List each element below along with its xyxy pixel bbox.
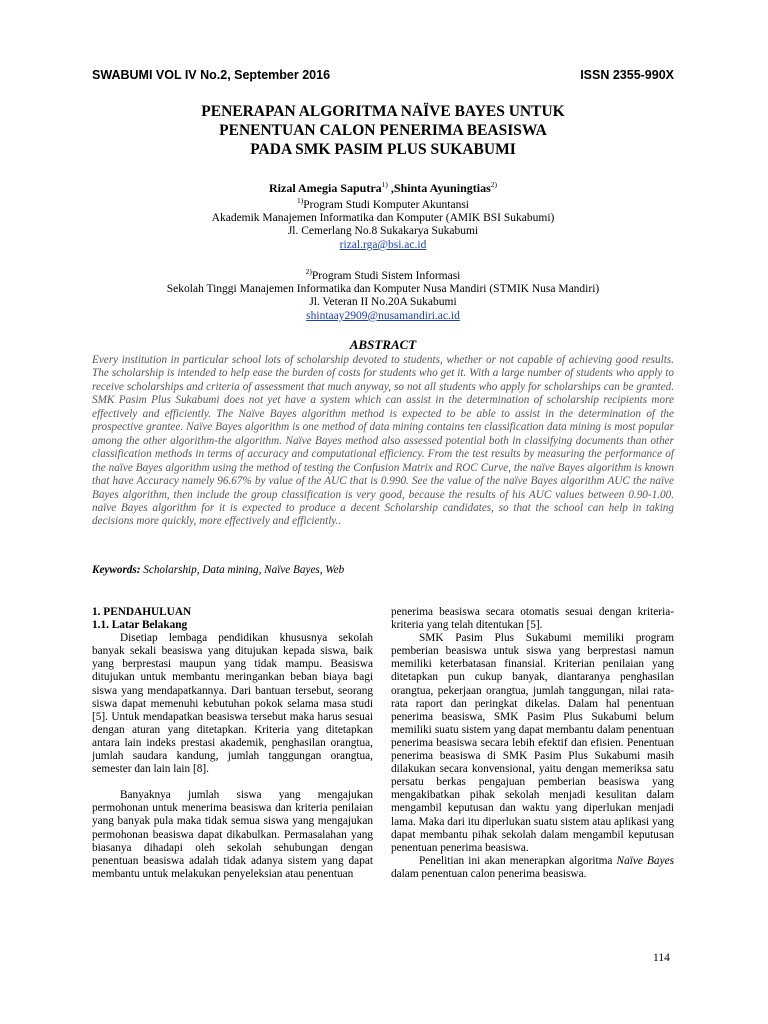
abstract-text: Every institution in particular school lots of scholarship devoted to students, whether or not capable of achieving good results. The scholarship is intended to help ease the burden of costs for students who get it. With a large number of students who apply to receive scholarships and criteria of assessment that much anyway, so not all students who apply for scholarships can be granted. SMK Pasim Plus Sukabumi does not yet have a system which can assist in the determination of scholarship recipients more effectively and efficiently. The Naïve Bayes algorithm method is expected to be able to assist in the determination of the prospective grantee. Naïve Bayes algorithm is one method of data mining contains ten classification data mining is most popular among the other algorithm-the algorithm. Naïve Bayes method also assessed potential both in classifying documents than other classification methods in terms of accuracy and computational efficiency. From the test results by measuring the performance of the naïve Bayes algorithm using the method of testing the Confusion Matrix and ROC Curve, the naïve Bayes algorithm is known that have Accuracy namely 96.67% by value of the AUC that is 0.990. See the value of the naïve Bayes algorithm AUC the naïve Bayes algorithm, then include the group classification is very good, because the results of his AUC values between 0.90-1.00. naïve Bayes algorithm for it is expected to produce a decent Scholarship candidates, so that the school can help in taking decisions more quickly, more effectively and efficiently.. xyxy=(92,354,674,528)
journal-name: SWABUMI VOL IV No.2, September 2016 xyxy=(92,68,331,82)
running-header xyxy=(92,68,674,86)
affiliation-1 xyxy=(92,194,674,252)
keywords xyxy=(92,564,674,576)
page-number: 114 xyxy=(653,952,670,964)
author-name: Shinta Ayuningtias xyxy=(393,181,491,195)
author-name: Rizal Amegia Saputra xyxy=(269,181,382,195)
body-paragraph: Banyaknya jumlah siswa yang mengajukan permohonan untuk menerima beasiswa dan kriteria penilaian yang banyak pula maka tidak semua siswa yang mengajukan permohonan beasiswa dapat dikabulkan. Permasalahan yang biasanya dihadapi oleh sekolah sehubungan dengan penentuan beasiswa adalah tidak adanya sistem yang dapat membantu untuk melakukan penyeleksian atau penentuan xyxy=(92,789,373,880)
keywords-label: Keywords: xyxy=(92,564,141,576)
section-heading: 1. PENDAHULUAN xyxy=(92,606,192,618)
affiliation-program: Program Studi Komputer Akuntansi xyxy=(303,198,470,211)
abstract-heading: ABSTRACT xyxy=(349,337,417,352)
title-line: PENENTUAN CALON PENERIMA BEASISWA xyxy=(219,122,547,139)
author-marker: 1) xyxy=(381,180,388,189)
subsection-heading: 1.1. Latar Belakang xyxy=(92,619,188,632)
affiliation-institution: Sekolah Tinggi Manajemen Informatika dan Komputer Nusa Mandiri (STMIK Nusa Mandiri) xyxy=(166,283,600,296)
body-text: Penelitian ini akan menerapkan algoritma xyxy=(419,854,617,867)
body-column-right xyxy=(391,606,674,881)
body-text: dalam penentuan calon penerima beasiswa. xyxy=(391,867,587,880)
title-line: PADA SMK PASIM PLUS SUKABUMI xyxy=(250,141,516,158)
author-marker: 2) xyxy=(490,180,497,189)
affiliation-marker: 2) xyxy=(305,267,312,276)
paper-title xyxy=(92,102,674,159)
body-paragraph: penerima beasiswa secara otomatis sesuai dengan kriteria-kriteria yang telah ditentukan [5]. xyxy=(391,606,674,632)
author-separator: , xyxy=(387,181,394,195)
body-text-italic: Naïve Bayes xyxy=(616,854,674,867)
body-paragraph xyxy=(391,855,674,881)
affiliation-2 xyxy=(92,265,674,323)
title-line: PENERAPAN ALGORITMA NAÏVE BAYES UNTUK xyxy=(201,103,565,120)
body-paragraph: Disetiap lembaga pendidikan khususnya sekolah banyak sekali beasiswa yang ditujukan kepada siswa, baik yang berprestasi maupun yang tidak mampu. Beasiswa ditujukan untuk membantu meringankan beban biaya bagi siswa yang mendapatkannya. Dari bantuan tersebut, seorang siswa dapat memenuhi kebutuhan pokok selama masa studi [5]. Untuk mendapatkan beasiswa tersebut maka harus sesuai dengan aturan yang ditetapkan. Kriteria yang ditetapkan antara lain indeks prestasi akademik, penghasilan orangtua, jumlah saudara kandung, jumlah tanggungan orangtua, semester dan lain lain [8]. xyxy=(92,632,373,776)
author-email-link[interactable]: shintaay2909@nusamandiri.ac.id xyxy=(306,309,460,322)
affiliation-address: Jl. Veteran II No.20A Sukabumi xyxy=(309,296,457,309)
body-paragraph: SMK Pasim Plus Sukabumi memiliki program pemberian beasiswa untuk siswa yang berprestasi namun memiliki keterbatasan finansial. Kriterian penilaian yang ditetapkan pun cukup banyak, diantaranya penghasilan orangtua, pekerjaan orangtua, jumlah tanggungan, nilai rata-rata raport dan peringkat dikelas. Dalam hal penentuan penerima beasiswa, SMK Pasim Plus Sukabumi belum memiliki suatu sistem yang dapat membantu dalam penentuan penerima beasiswa secara lebih efektif dan efisien. Penentuan penerima beasiswa di SMK Pasim Plus Sukabumi masih dilakukan secara konvensional, yaitu dengan memeriksa satu persatu berkas pengajuan pemberian beasiswa yang mengakibatkan pihak sekolah menjadi kesulitan dalam mengambil keputusan dan waktu yang diperlukan menjadi lama. Maka dari itu diperlukan suatu sistem atau aplikasi yang dapat membantu pihak sekolah dalam mengambil keputusan penentuan penerima beasiswa. xyxy=(391,632,674,854)
affiliation-address: Jl. Cemerlang No.8 Sukakarya Sukabumi xyxy=(287,225,479,238)
affiliation-institution: Akademik Manajemen Informatika dan Komputer (AMIK BSI Sukabumi) xyxy=(211,212,555,225)
affiliation-program: Program Studi Sistem Informasi xyxy=(311,269,461,282)
affiliation-marker: 1) xyxy=(296,196,304,205)
author-email-link[interactable]: rizal.rga@bsi.ac.id xyxy=(339,238,427,251)
body-column-left xyxy=(92,606,373,881)
keywords-text: Scholarship, Data mining, Naïve Bayes, Web xyxy=(140,564,345,576)
issn: ISSN 2355-990X xyxy=(580,68,674,82)
